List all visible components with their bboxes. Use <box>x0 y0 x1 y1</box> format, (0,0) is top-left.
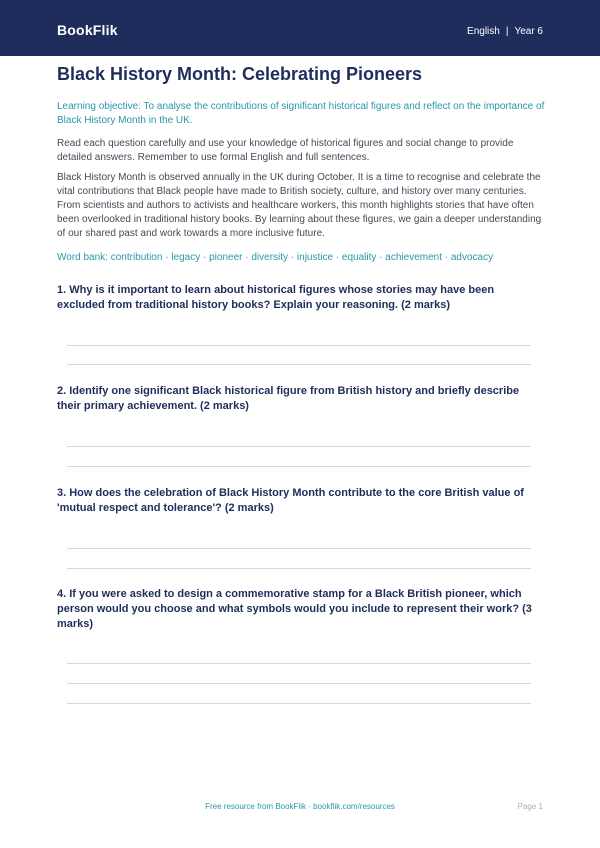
intro-paragraph: Black History Month is observed annually in the UK during October. It is a time to recognise and celebrate the vital contributions that Black people have made to British society, culture, and history over many centuries. From scientists and authors to activists and healthcare workers, this month highlights stories that have often been overlooked in traditional history books. By learning about these figures, we gain a deeper understanding of our shared past and work towards a more inclusive future. <box>57 172 542 239</box>
answer-line[interactable] <box>67 466 531 467</box>
question-3: 3. How does the celebration of Black History Month contribute to the core British value of 'mutual respect and tolerance'? (2 marks) <box>57 487 524 514</box>
answer-line[interactable] <box>67 568 531 569</box>
answer-line[interactable] <box>67 663 531 664</box>
year-label: Year 6 <box>514 26 543 37</box>
header-bar <box>0 0 600 56</box>
brand-logo[interactable]: BookFlik <box>57 22 118 38</box>
answer-line[interactable] <box>67 703 531 704</box>
answer-line[interactable] <box>67 548 531 549</box>
answer-line[interactable] <box>67 345 531 346</box>
learning-objective: Learning objective: To analyse the contributions of significant historical figures and reflect on the importance of Black History Month in the UK. <box>57 101 545 126</box>
answer-line[interactable] <box>67 683 531 684</box>
subject-label: English <box>467 26 500 37</box>
page-title: Black History Month: Celebrating Pioneers <box>57 64 423 84</box>
instructions-text: Read each question carefully and use your knowledge of historical figures and social change to provide detailed answers. Remember to use formal English and full sentences. <box>57 138 514 163</box>
question-2: 2. Identify one significant Black historical figure from British history and briefly describe their primary achievement. (2 marks) <box>57 385 520 412</box>
subject-year <box>467 26 543 37</box>
question-1: 1. Why is it important to learn about historical figures whose stories may have been excluded from traditional history books? Explain your reasoning. (2 marks) <box>57 284 495 311</box>
question-4: 4. If you were asked to design a commemorative stamp for a Black British pioneer, which person would you choose and what symbols would you include to represent their work? (3 marks) <box>57 588 532 630</box>
word-bank: Word bank: contribution · legacy · pioneer · diversity · injustice · equality · achievement · advocacy <box>57 252 494 263</box>
footer-credit[interactable]: Free resource from BookFlik · bookflik.com/resources <box>205 802 395 811</box>
answer-line[interactable] <box>67 446 531 447</box>
answer-line[interactable] <box>67 364 531 365</box>
meta-separator: | <box>505 26 509 37</box>
page-number: Page 1 <box>517 802 543 811</box>
